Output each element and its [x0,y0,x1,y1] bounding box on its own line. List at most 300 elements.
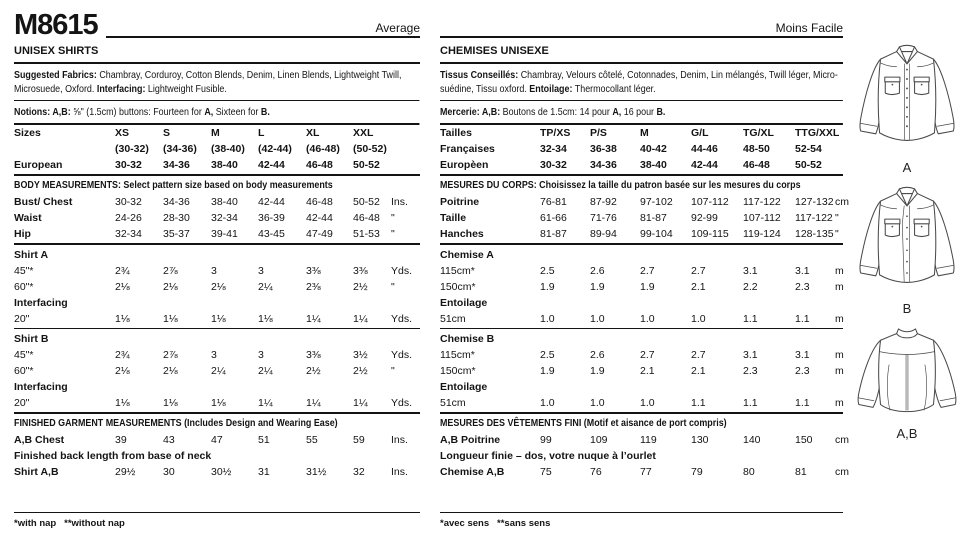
value-cell: 2½ [306,365,321,377]
row-label: 60"* [14,281,34,293]
value-cell: 107-112 [743,212,781,224]
value-cell: 1.0 [640,313,655,325]
row-label: A,B Chest [14,434,65,446]
table-row [440,363,843,379]
value-cell: 48-50 [743,143,770,155]
value-cell: 47 [211,434,223,446]
text-segment: Chambray, Velours côtelé, Cotonnades, Denim, Lin mélangés, Twill léger, Micro-suédine, Tissu oxford. [440,69,838,95]
value-cell: 1.0 [540,397,555,409]
value-cell: 119 [640,434,657,446]
value-cell: TG/XL [743,127,774,139]
section-heading: Entoilage [440,381,488,393]
value-cell: 1.1 [795,313,810,325]
row-label: Poitrine [440,196,480,208]
value-cell: 34-36 [163,196,190,208]
value-cell: 130 [691,434,709,446]
value-cell: 1.9 [590,281,605,293]
value-cell: 42-44 [306,212,333,224]
text-segment: Suggested Fabrics: [14,69,97,81]
value-cell: 99 [540,434,552,446]
value-cell: 3 [211,265,217,277]
value-cell: 89-94 [590,228,617,240]
divider [440,174,843,176]
value-cell: M [640,127,649,139]
value-cell: 2⅛ [211,281,226,293]
value-cell: 1.0 [691,313,706,325]
text-segment: Lightweight Fusible. [145,83,227,95]
table-row [440,194,849,210]
value-cell: 30-32 [540,159,567,171]
row-label: Tailles [440,127,472,139]
table-row [14,311,420,327]
row-label: 51cm [440,397,466,409]
unit-cell: m [835,281,844,293]
value-cell: XXL [353,127,374,139]
value-cell: 1.1 [691,397,706,409]
unit-cell: m [835,365,844,377]
garment-views-column [851,44,963,452]
value-cell: 3 [258,349,264,361]
unit-cell: Yds. [391,397,413,409]
value-cell: 32-34 [540,143,567,155]
value-cell: 76 [590,466,602,478]
text-segment: Boutons de 1.5cm: 14 pour [500,106,613,118]
row-label: Hip [14,228,31,240]
shirt-a-figure [855,44,959,181]
value-cell: 2¼ [211,365,226,377]
table-row [14,194,420,210]
pattern-number: M8615 [14,9,98,41]
value-cell: 3½ [353,349,368,361]
value-cell: (42-44) [258,143,292,155]
value-cell: 38-40 [640,159,667,171]
section-heading: Entoilage [440,297,488,309]
value-cell: 2.6 [590,265,605,277]
unit-cell: " [391,365,395,377]
row-label: Bust/ Chest [14,196,73,208]
section-heading: Chemise B [440,333,495,345]
table-row [14,347,420,363]
value-cell: 1¼ [306,397,321,409]
section-heading: Shirt A [14,249,49,261]
value-cell: XL [306,127,320,139]
value-cell: 2¾ [115,349,130,361]
title-english: UNISEX SHIRTS [14,40,420,64]
table-row [14,157,420,173]
table-row [14,395,420,411]
value-cell: 43-45 [258,228,285,240]
value-cell: 2⅛ [163,365,178,377]
value-cell: 42-44 [258,159,285,171]
divider [14,174,420,176]
table-row [440,432,849,448]
table-row [440,226,843,242]
row-label: 150cm* [440,281,476,293]
view-a-label: A [902,159,912,175]
row-label: A,B Poitrine [440,434,501,446]
text-segment: Thermocollant léger. [572,83,656,95]
value-cell: 3 [211,349,217,361]
value-cell: 2.1 [640,365,655,377]
value-cell: 75 [540,466,552,478]
value-cell: 46-48 [353,212,380,224]
title-french: CHEMISES UNISEXE [440,40,843,64]
value-cell: 51 [258,434,270,446]
value-cell: 30 [163,466,175,478]
table-row [440,311,843,327]
mesures-du-corps-header-fr: MESURES DU CORPS: Choisissez la taille du patron basée sur les mesures du corps [440,179,801,191]
value-cell: 2.1 [691,281,706,293]
unit-cell: m [835,265,844,277]
table-row [14,141,420,157]
value-cell: 52-54 [795,143,822,155]
shirt-front-illustration-a [855,44,959,156]
metrage-tables-fr [440,247,843,414]
value-cell: 32-34 [115,228,142,240]
tissus-conseilles-paragraph [440,64,843,101]
value-cell: 46-48 [743,159,770,171]
value-cell: 2½ [353,281,368,293]
footnote-french: *avec sens **sans sens [440,512,843,529]
value-cell: 2⅛ [115,281,130,293]
row-label: 20" [14,313,30,325]
table-row [440,347,843,363]
table-row [440,263,843,279]
row-label: Sizes [14,127,41,139]
value-cell: 119-124 [743,228,781,240]
row-label: Waist [14,212,42,224]
value-cell: 50-52 [353,159,380,171]
row-label: 150cm* [440,365,476,377]
unit-cell: " [391,228,395,240]
english-column [14,8,420,480]
value-cell: 31½ [306,466,327,478]
value-cell: 1⅛ [211,313,226,325]
row-label: Chemise A,B [440,466,505,478]
table-row [14,448,420,464]
value-cell: 1.9 [540,281,555,293]
value-cell: (34-36) [163,143,197,155]
unit-cell: cm [835,196,849,208]
value-cell: 1⅛ [211,397,226,409]
value-cell: 2.7 [640,349,655,361]
shirt-back-illustration-ab [855,327,959,422]
value-cell: 38-40 [211,159,238,171]
value-cell: 32 [353,466,365,478]
row-label: 115cm* [440,349,475,361]
value-cell: 42-44 [258,196,285,208]
value-cell: 40-42 [640,143,667,155]
value-cell: 28-30 [163,212,190,224]
unit-cell: Ins. [391,466,408,478]
value-cell: 71-76 [590,212,617,224]
row-label: 45"* [14,265,34,277]
value-cell: 1⅛ [258,313,273,325]
text-segment: Interfacing: [96,83,146,95]
finished-garment-header-en: FINISHED GARMENT MEASUREMENTS (Includes Design and Wearing Ease) [14,417,338,429]
unit-cell: " [391,281,395,293]
value-cell: 2.7 [640,265,655,277]
unit-cell: cm [835,434,849,446]
table-row [14,464,420,480]
divider [14,328,420,329]
value-cell: (30-32) [115,143,149,155]
value-cell: 1.1 [743,313,758,325]
value-cell: 2½ [353,365,368,377]
value-cell: 127-132 [795,196,834,208]
unit-cell: Ins. [391,434,408,446]
text-segment: 16 pour [621,106,657,118]
value-cell: 3.1 [743,265,758,277]
value-cell: 34-36 [163,159,190,171]
value-cell: 35-37 [163,228,190,240]
value-cell: 2.6 [590,349,605,361]
value-cell: 1⅛ [115,397,130,409]
value-cell: 117-122 [795,212,833,224]
value-cell: 30-32 [115,196,142,208]
value-cell: 24-26 [115,212,142,224]
divider [440,328,843,329]
value-cell: 34-36 [590,159,617,171]
divider [14,412,420,414]
text-segment: Sixteen for [213,106,261,118]
value-cell: 1¼ [258,397,273,409]
value-cell: 81 [795,466,807,478]
value-cell: 3.1 [795,265,810,277]
value-cell: 3.1 [795,349,810,361]
unit-cell: m [835,313,844,325]
unit-cell: Yds. [391,349,413,361]
value-cell: 46-48 [306,159,333,171]
shirt-back-figure [855,327,959,447]
table-row [14,432,420,448]
text-segment: Mercerie: A,B: [440,106,501,118]
value-cell: 1.9 [540,365,555,377]
value-cell: 1¼ [306,313,321,325]
value-cell: 2.2 [743,281,758,293]
size-table-french [440,125,843,173]
value-cell: 36-38 [590,143,617,155]
table-row [440,125,843,141]
value-cell: 50-52 [795,159,822,171]
suggested-fabrics-paragraph [14,64,420,101]
value-cell: 3 [258,265,264,277]
table-row [14,263,420,279]
text-segment: A, [612,106,622,118]
value-cell: 3.1 [743,349,758,361]
table-row [440,464,849,480]
value-cell: 128-135 [795,228,834,240]
unit-cell: " [835,228,839,240]
text-segment: A, [204,106,214,118]
value-cell: 51-53 [353,228,380,240]
text-segment: ⅝" (1.5cm) buttons: Fourteen for [70,106,205,118]
notions-paragraph [14,101,420,125]
row-label: Shirt A,B [14,466,59,478]
mercerie-paragraph [440,101,843,125]
difficulty-label-en: Average [375,21,420,35]
unit-cell: Ins. [391,196,408,208]
value-cell: 1¼ [353,313,368,325]
value-cell: 42-44 [691,159,718,171]
row-label: Françaises [440,143,495,155]
table-row [14,279,420,295]
value-cell: 2⅞ [163,349,178,361]
value-cell: 92-99 [691,212,718,224]
value-cell: 2.3 [795,365,810,377]
value-cell: TTG/XXL [795,127,840,139]
value-cell: 1⅛ [163,313,178,325]
value-cell: 2.1 [691,365,706,377]
value-cell: 1.0 [540,313,555,325]
value-cell: 38-40 [211,196,238,208]
table-row [440,210,843,226]
masthead-english [14,8,420,41]
difficulty-label-fr: Moins Facile [775,21,843,35]
value-cell: L [258,127,265,139]
section-heading: Shirt B [14,333,49,345]
value-cell: 31 [258,466,270,478]
value-cell: 81-87 [540,228,567,240]
value-cell: 29½ [115,466,136,478]
value-cell: 2¼ [258,365,273,377]
section-heading: Interfacing [14,297,68,309]
value-cell: 76-81 [540,196,567,208]
value-cell: 1.1 [795,397,810,409]
value-cell: 140 [743,434,761,446]
text-segment: Notions: A,B: [14,106,71,118]
body-measurements-table-fr [440,194,849,242]
value-cell: 50-52 [353,196,380,208]
body-measurements-table-en [14,194,420,242]
value-cell: 1.0 [590,313,605,325]
unit-cell: " [391,212,395,224]
divider [14,243,420,245]
table-row [440,157,843,173]
table-row [14,363,420,379]
value-cell: 2⅜ [306,281,321,293]
value-cell: 36-39 [258,212,285,224]
text-segment: B. [656,106,666,118]
value-cell: 1.9 [590,365,605,377]
value-cell: 1.0 [590,397,605,409]
unit-cell: Yds. [391,313,413,325]
row-label: Taille [440,212,467,224]
value-cell: 2¼ [258,281,273,293]
row-label: 115cm* [440,265,475,277]
row-label: Europèen [440,159,489,171]
finished-garment-table-fr [440,432,849,480]
row-label: Finished back length from base of neck [14,450,212,462]
value-cell: 109-115 [691,228,729,240]
table-row [14,226,420,242]
value-cell: 117-122 [743,196,781,208]
size-table-english [14,125,420,173]
row-label: 20" [14,397,30,409]
value-cell: 2.7 [691,265,706,277]
value-cell: 61-66 [540,212,567,224]
row-label: 60"* [14,365,34,377]
row-label: European [14,159,63,171]
value-cell: 55 [306,434,318,446]
value-cell: 1⅛ [163,397,178,409]
value-cell: 32-34 [211,212,238,224]
value-cell: 1.9 [640,281,655,293]
value-cell: M [211,127,220,139]
value-cell: 2.7 [691,349,706,361]
footnote-english: *with nap **without nap [14,512,420,529]
unit-cell: " [835,212,839,224]
value-cell: 81-87 [640,212,667,224]
value-cell: 46-48 [306,196,333,208]
value-cell: 87-92 [590,196,617,208]
value-cell: 59 [353,434,365,446]
row-label: 45"* [14,349,34,361]
value-cell: 3⅜ [306,349,321,361]
french-column [440,8,849,480]
value-cell: 1.0 [640,397,655,409]
unit-cell: cm [835,466,849,478]
unit-cell: Yds. [391,265,413,277]
value-cell: 97-102 [640,196,673,208]
value-cell: S [163,127,171,139]
value-cell: 30-32 [115,159,142,171]
value-cell: 1¼ [353,397,368,409]
text-segment: Tissus Conseillés: [440,69,519,81]
value-cell: 47-49 [306,228,333,240]
shirt-b-figure [855,186,959,323]
value-cell: 99-104 [640,228,673,240]
table-row [440,279,843,295]
value-cell: 2.5 [540,349,555,361]
table-row [440,141,843,157]
view-ab-label: A,B [896,425,918,441]
value-cell: 150 [795,434,813,446]
value-cell: 77 [640,466,652,478]
value-cell: XS [115,127,130,139]
value-cell: 43 [163,434,175,446]
table-row [14,125,420,141]
value-cell: P/S [590,127,607,139]
value-cell: 80 [743,466,755,478]
value-cell: 1⅛ [115,313,130,325]
shirt-front-illustration-b [855,186,959,298]
text-segment: B. [260,106,270,118]
text-segment: Chambray, Corduroy, Cotton Blends, Denim, Linen Blends, Lightweight Twill, Microsuede, Oxford. [14,69,402,95]
row-label: Hanches [440,228,484,240]
unit-cell: m [835,397,844,409]
value-cell: (38-40) [211,143,245,155]
section-heading: Interfacing [14,381,68,393]
value-cell: 2⅛ [115,365,130,377]
unit-cell: m [835,349,844,361]
masthead-french [440,8,843,38]
value-cell: (46-48) [306,143,340,155]
value-cell: 44-46 [691,143,718,155]
value-cell: (50-52) [353,143,387,155]
value-cell: 2⅛ [163,281,178,293]
value-cell: 107-112 [691,196,729,208]
value-cell: 39-41 [211,228,238,240]
value-cell: 3⅜ [353,265,368,277]
finished-garment-table-en [14,432,420,480]
value-cell: 2⅞ [163,265,178,277]
table-row [440,395,843,411]
value-cell: 109 [590,434,608,446]
section-heading: Chemise A [440,249,494,261]
table-row [440,448,843,464]
value-cell: G/L [691,127,709,139]
